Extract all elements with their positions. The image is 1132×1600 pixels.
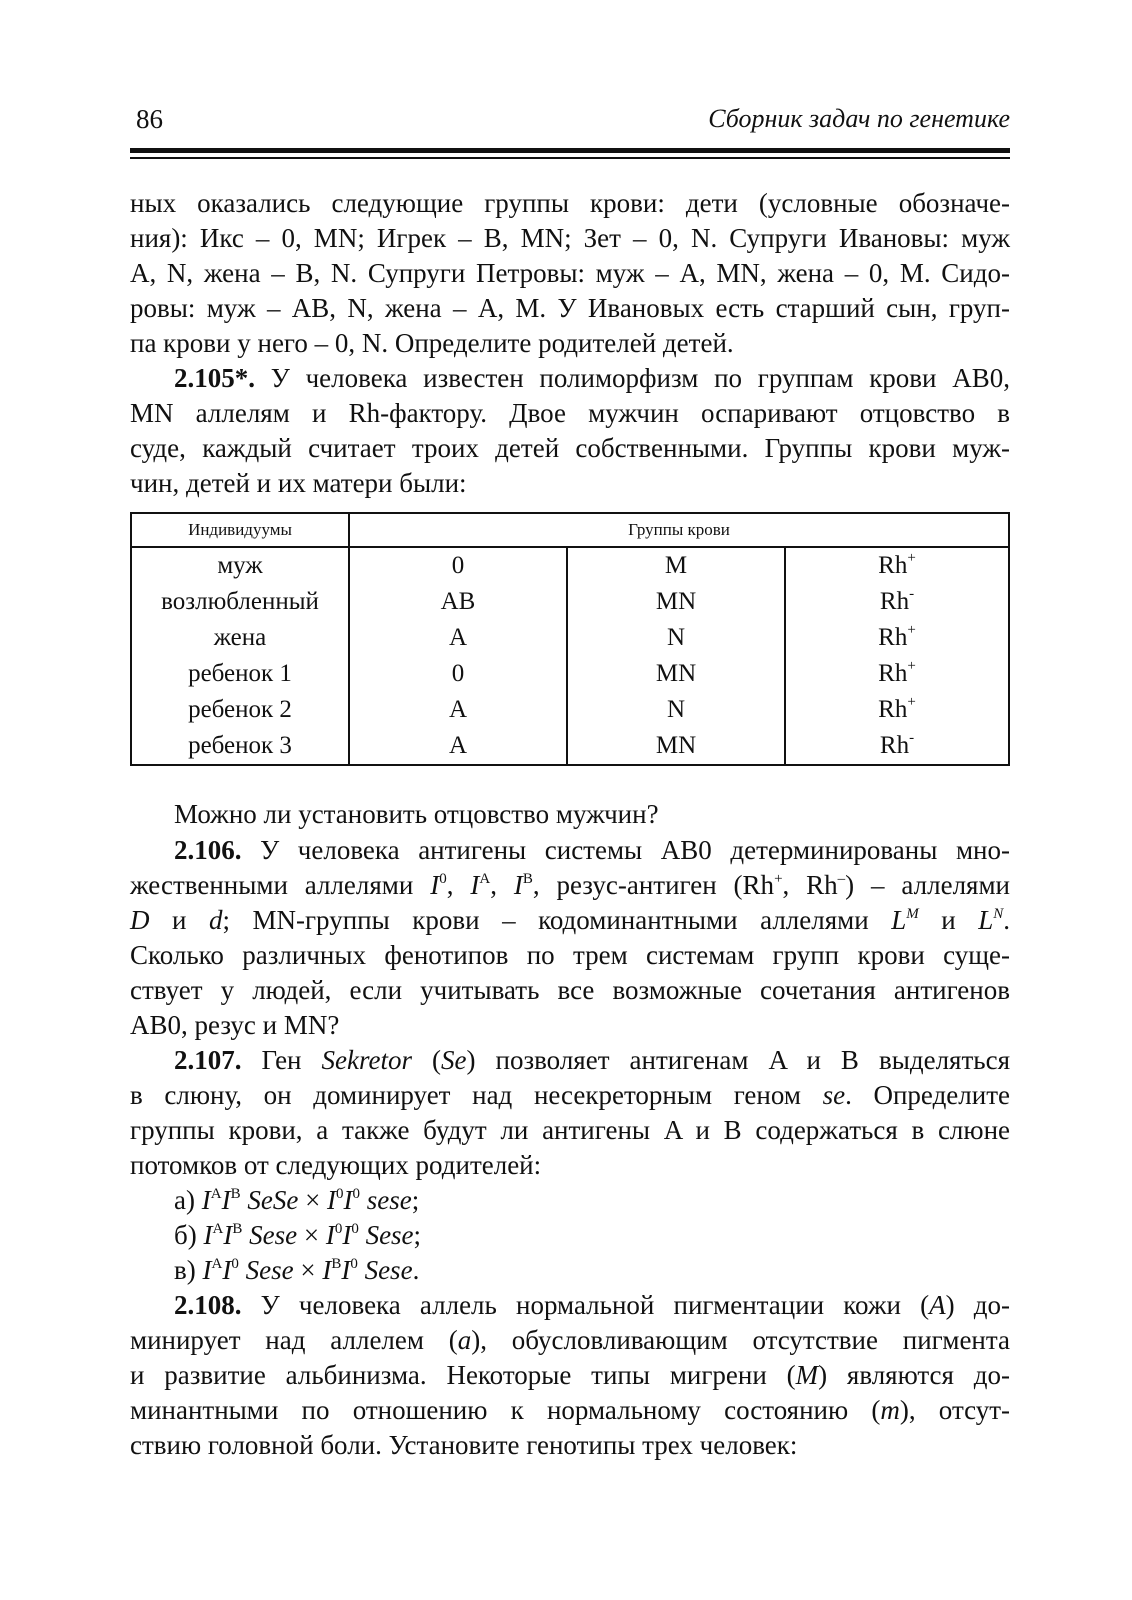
header-individuals: Индивидуумы	[131, 513, 349, 547]
text-line: AB0, резус и MN?	[130, 1010, 340, 1040]
text-line: 2.107. Ген Sekretor (Se) позволяет антигенам A и B выделяться	[174, 1045, 1010, 1075]
table-row: ребенок 1 0 MN Rh+	[131, 656, 1009, 692]
table-row: ребенок 3 A MN Rh-	[131, 728, 1009, 765]
text-line: A, N, жена – B, N. Супруги Петровы: муж – A, MN, жена – 0, M. Сидо-	[130, 258, 1010, 288]
text-line: ния): Икс – 0, MN; Игрек – B, MN; Зет – 0, N. Супруги Ивановы: муж	[130, 223, 1010, 253]
page-header	[130, 96, 1010, 136]
table-row: ребенок 2 A N Rh+	[131, 692, 1009, 728]
problem-2-106	[130, 833, 1010, 1043]
cross-a: а) $I^AI^B$ SeSe × $I^0I^0$ sese;	[174, 1185, 420, 1215]
text-line: минирует над аллелем (a), обусловливающим отсутствие пигмента	[130, 1325, 1010, 1355]
text-line: чин, детей и их матери были:	[130, 468, 467, 498]
text-line: 2.108. У человека аллель нормальной пигментации кожи (A) до-	[174, 1290, 1010, 1320]
text-line: группы крови, а также будут ли антигены A и B содержаться в слюне	[130, 1115, 1010, 1145]
header-rule	[130, 148, 1010, 153]
text-line: суде, каждый считает троих детей собственными. Группы крови муж-	[130, 433, 1010, 463]
text-line: ствию головной боли. Установите генотипы трех человек:	[130, 1430, 798, 1460]
question-2-105	[130, 797, 1010, 832]
header-blood-groups: Группы крови	[349, 513, 1009, 547]
table-row: жена A N Rh+	[131, 620, 1009, 656]
cross-b: б) $I^AI^B$ Sese × $I^0I^0$ Sese;	[174, 1220, 422, 1250]
text-line: MN аллелям и Rh-фактору. Двое мужчин оспаривают отцовство в	[130, 398, 1010, 428]
intro-paragraph	[130, 186, 1010, 361]
header-rule-thin	[130, 157, 1010, 159]
text-line: ных оказались следующие группы крови: дети (условные обозначе-	[130, 188, 1010, 218]
table-header-row	[131, 513, 1009, 547]
text-line: D и d; MN-группы крови – кодоминантными аллелями $L^M$ и $L^N$.	[130, 905, 1010, 935]
table-row: возлюбленный AB MN Rh-	[131, 584, 1009, 620]
text-line: потомков от следующих родителей:	[130, 1150, 542, 1180]
text-line: ствует у людей, если учитывать все возможные сочетания антигенов	[130, 975, 1010, 1005]
text-line: 2.106. У человека антигены системы AB0 детерминированы мно-	[174, 835, 1010, 865]
page-number: 86	[136, 104, 163, 134]
text-line: в слюну, он доминирует над несекреторным геном se. Определите	[130, 1080, 1010, 1110]
table-row: муж 0 M Rh+	[131, 547, 1009, 584]
problem-2-105	[130, 361, 1010, 501]
text-line: и развитие альбинизма. Некоторые типы мигрени (M) являются до-	[130, 1360, 1010, 1390]
text-line: 2.105*. У человека известен полиморфизм по группам крови AB0,	[174, 363, 1010, 393]
text-line: па крови у него – 0, N. Определите родителей детей.	[130, 328, 734, 358]
text-line: ровы: муж – AB, N, жена – A, M. У Ивановых есть старший сын, груп-	[130, 293, 1010, 323]
blood-groups-table	[130, 512, 1010, 766]
problem-number: 2.105*.	[174, 363, 255, 393]
text-line: жественными аллелями $I^0$, $I^A$, $I^B$, резус-антиген (Rh+, Rh–) – аллелями	[130, 870, 1010, 900]
problem-2-107	[130, 1043, 1010, 1288]
running-title: Сборник задач по генетике	[708, 104, 1010, 133]
problem-2-108	[130, 1288, 1010, 1463]
text-line: минантными по отношению к нормальному состоянию (m), отсут-	[130, 1395, 1010, 1425]
text-line: Сколько различных фенотипов по трем системам групп крови суще-	[130, 940, 1010, 970]
cross-v: в) $I^AI^0$ Sese × $I^BI^0$ Sese.	[174, 1255, 420, 1285]
text-line: Можно ли установить отцовство мужчин?	[174, 799, 659, 829]
